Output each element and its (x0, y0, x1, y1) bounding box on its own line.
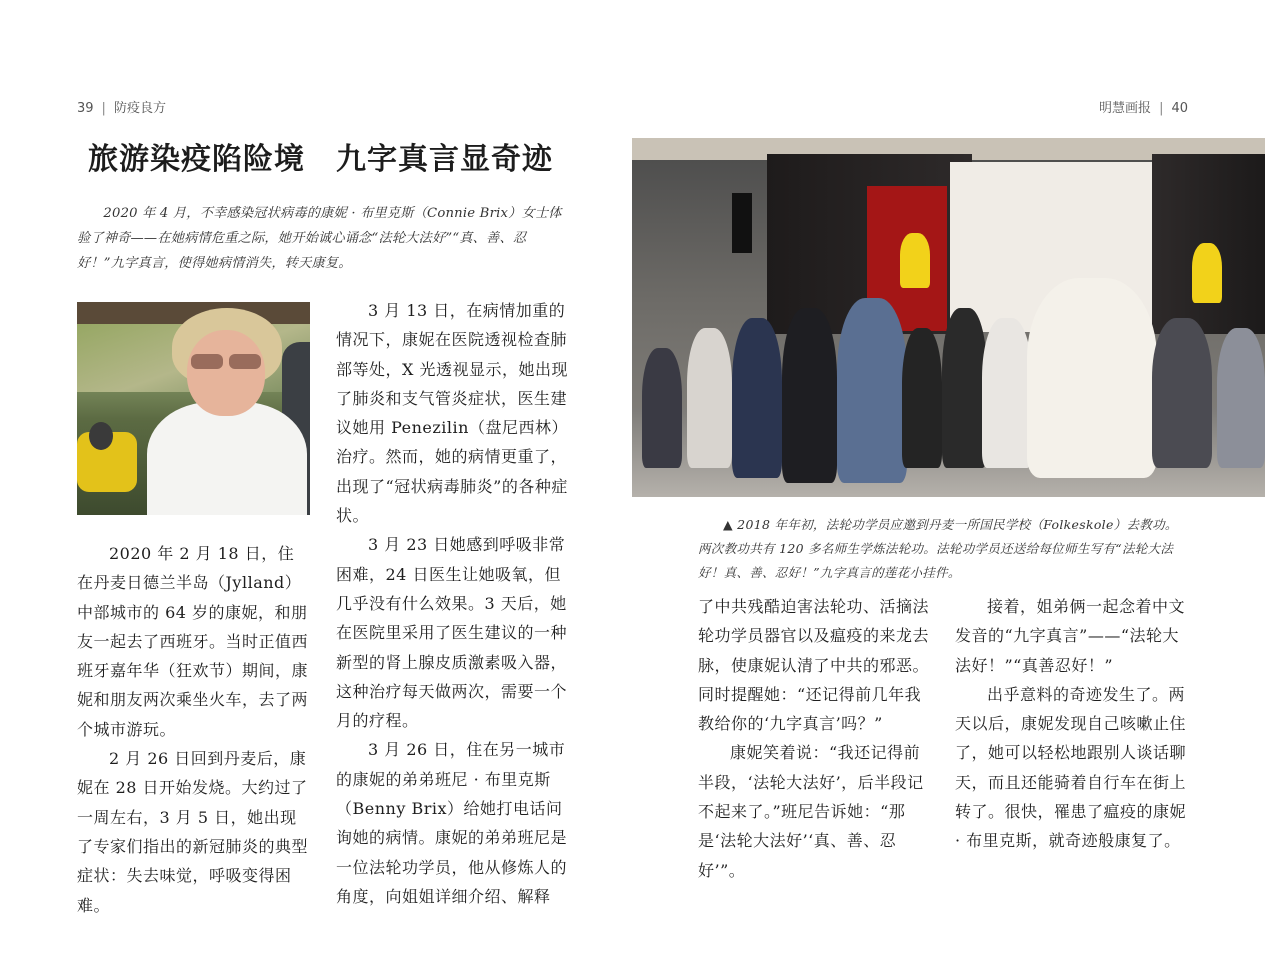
column-3 (698, 592, 932, 885)
left-page-number: 39 (77, 101, 94, 116)
paragraph: 接着，姐弟俩一起念着中文发音的“九字真言”——“法轮大法好！”“真善忍好！” (955, 597, 1186, 675)
paragraph: 出乎意料的奇迹发生了。两天以后，康妮发现自己咳嗽止住了，她可以轻松地跟别人谈话聊天，而且还能骑着自行车在街上转了。很快，罹患了瘟疫的康妮 · 布里克斯，就奇迹般康复了。 (955, 684, 1187, 851)
paragraph: 3 月 13 日，在病情加重的情况下，康妮在医院透视检查肺部等处，X 光透视显示，她出现了肺炎和支气管炎症状，医生建议她用 Penezilin（盘尼西林）治疗。然而，她的病情更重了，出现了“冠状病毒肺炎”的各种症状。 (336, 301, 568, 526)
right-page-header (1099, 97, 1188, 116)
portrait-photo (77, 302, 310, 515)
column-4 (955, 592, 1189, 856)
column-2 (336, 296, 570, 911)
right-section-name: 明慧画报 (1099, 101, 1152, 116)
paragraph: 康妮笑着说：“我还记得前半段，‘法轮大法好’，后半段记不起来了。”班尼告诉她：“那是‘法轮大法好’‘真、善、忍好’”。 (698, 743, 924, 880)
left-page-header (77, 97, 166, 116)
article-title: 旅游染疫陷险境 九字真言显奇迹 (88, 142, 553, 177)
left-section-name: 防疫良方 (113, 101, 166, 116)
column-1 (77, 539, 310, 920)
group-exercise-photo (632, 138, 1265, 497)
paragraph: 3 月 26 日，住在另一城市的康妮的弟弟班尼 · 布里克斯（Benny Brix）给她打电话问询她的病情。康妮的弟弟班尼是一位法轮功学员，他从修炼人的角度，向姐姐详细介绍、解释 (336, 740, 568, 906)
photo-caption: ▲ 2018 年年初，法轮功学员应邀到丹麦一所国民学校（Folkeskole）去教功。两次教功共有 120 多名师生学炼法轮功。法轮功学员还送给每位师生写有“法轮大法好！真、善、忍好！”九字真言的莲花小挂件。 (698, 517, 1178, 580)
right-page-number: 40 (1171, 101, 1188, 116)
paragraph: 了中共残酷迫害法轮功、活摘法轮功学员器官以及瘟疫的来龙去脉，使康妮认清了中共的邪恶。同时提醒她：“还记得前几年我教给你的‘九字真言’吗？” (698, 597, 930, 734)
paragraph: 2020 年 2 月 18 日，住在丹麦日德兰半岛（Jylland）中部城市的 64 岁的康妮，和朋友一起去了西班牙。当时正值西班牙嘉年华（狂欢节）期间，康妮和朋友两次乘坐火车，去了两个城市游玩。 (77, 544, 309, 739)
article-lead: 2020 年 4 月，不幸感染冠状病毒的康妮 · 布里克斯（Connie Brix）女士体验了神奇——在她病情危重之际，她开始诚心诵念“法轮大法好”“真、善、忍好！”九字真言，使得她病情消失，转天康复。 (77, 206, 562, 271)
header-separator: | (101, 101, 106, 116)
paragraph: 2 月 26 日回到丹麦后，康妮在 28 日开始发烧。大约过了一周左右，3 月 5 日，她出现了专家们指出的新冠肺炎的典型症状：失去味觉，呼吸变得困难。 (77, 749, 309, 915)
left-page (0, 0, 632, 978)
paragraph: 3 月 23 日她感到呼吸非常困难，24 日医生让她吸氧，但几乎没有什么效果。3 天后，她在医院里采用了医生建议的一种新型的肾上腺皮质激素吸入器，这种治疗每天做两次，需要一个月的疗程。 (336, 535, 568, 731)
header-separator: | (1159, 101, 1164, 116)
